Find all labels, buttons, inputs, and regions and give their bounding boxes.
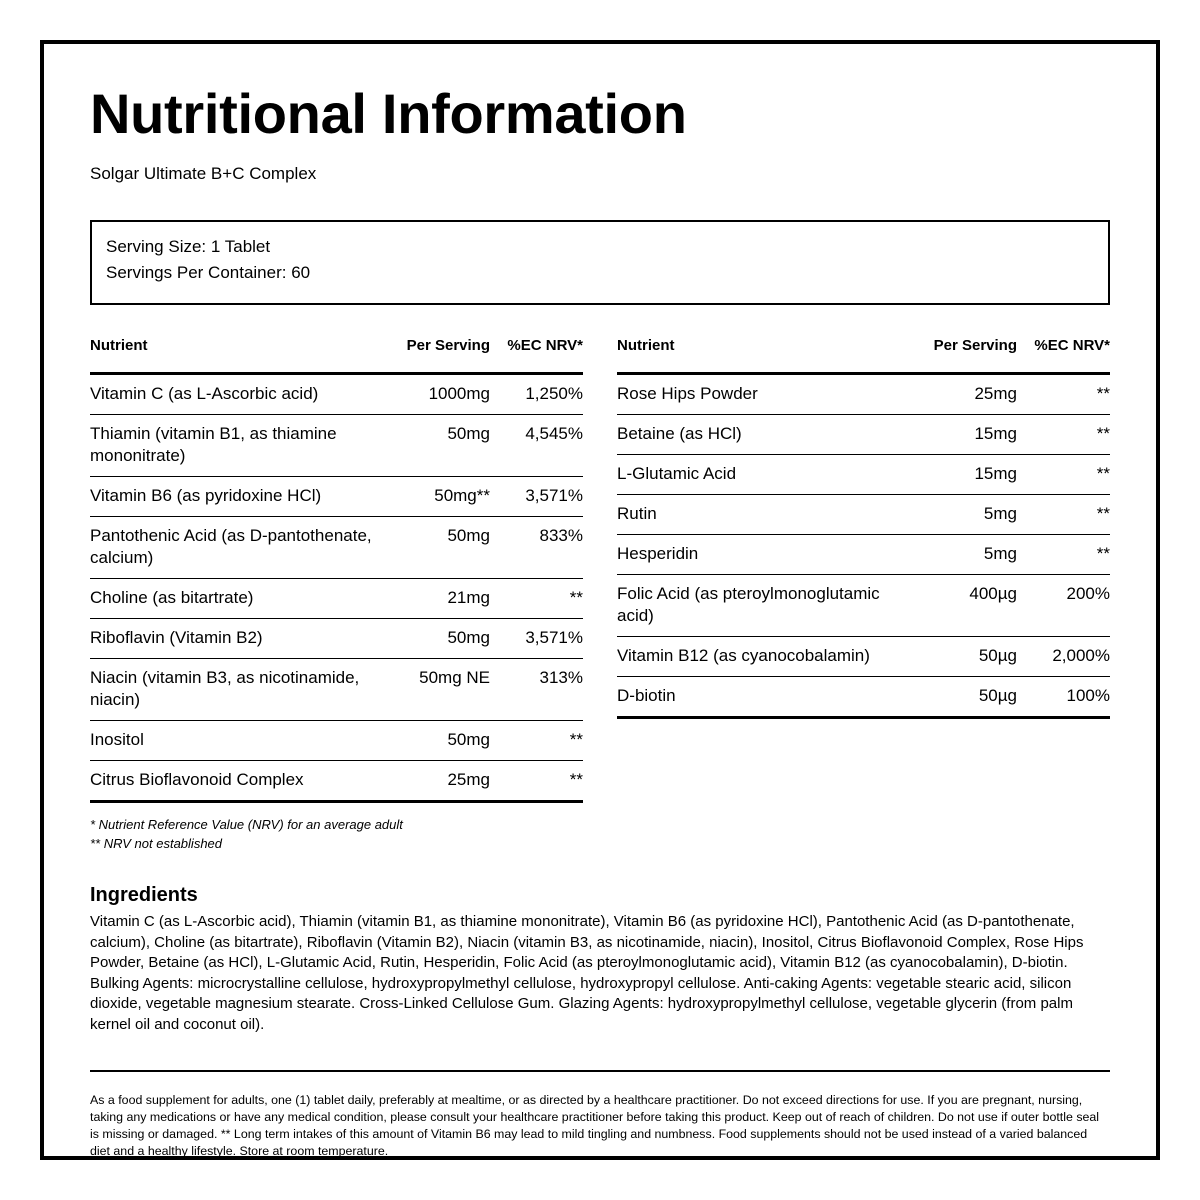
nutrient-table-left-body	[90, 374, 583, 802]
per-serving-value: 400µg	[917, 575, 1017, 637]
per-serving-value: 15mg	[917, 415, 1017, 455]
nrv-value: 833%	[490, 517, 583, 579]
nrv-value: **	[490, 761, 583, 802]
nrv-value: **	[1017, 495, 1110, 535]
nutrient-name: Folic Acid (as pteroylmonoglutamic acid)	[617, 575, 917, 637]
table-row	[90, 659, 583, 721]
nrv-value: **	[490, 721, 583, 761]
per-serving-value: 25mg	[917, 374, 1017, 415]
nrv-value: **	[1017, 374, 1110, 415]
divider	[90, 1070, 1110, 1072]
serving-size: Serving Size: 1 Tablet	[106, 237, 271, 256]
page-title: Nutritional Information	[90, 82, 687, 145]
nrv-value: 100%	[1017, 677, 1110, 718]
per-serving-value: 50µg	[917, 637, 1017, 677]
table-row	[90, 415, 583, 477]
header-nrv: %EC NRV*	[490, 337, 583, 374]
nutrient-name: Niacin (vitamin B3, as nicotinamide, niacin)	[90, 659, 390, 721]
nutrition-label-frame	[40, 40, 1160, 1160]
nutrient-name: Thiamin (vitamin B1, as thiamine mononitrate)	[90, 415, 390, 477]
nutrient-tables	[90, 337, 1110, 853]
nrv-value: **	[1017, 415, 1110, 455]
ingredients-heading: Ingredients	[90, 884, 198, 906]
per-serving-value: 15mg	[917, 455, 1017, 495]
ingredients-text: Vitamin C (as L-Ascorbic acid), Thiamin (vitamin B1, as thiamine mononitrate), Vitamin B6 (as pyridoxine HCl), Pantothenic Acid (as D-pantothenate, calcium), Choline (as bitartrate), Riboflavin (Vitamin B2), Niacin (vitamin B3, as nicotinamide, niacin), Inositol, Citrus Bioflavonoid Complex, Rose Hips Powder, Betaine (as HCl), L-Glutamic Acid, Rutin, Hesperidin, Folic Acid (as pteroylmonoglutamic acid), Vitamin B12 (as cyanocobalamin), D-biotin. Bulking Agents: microcrystalline cellulose, hydroxypropylmethyl cellulose, hydroxypropyl cellulose. Anti-caking Agents: vegetable stearic acid, silicon dioxide, vegetable magnesium stearate. Cross-Linked Cellulose Gum. Glazing Agents: hydroxypropylmethyl cellulose, vegetable glycerin (from palm kernel oil and coconut oil).	[90, 913, 1084, 1033]
nrv-value: 313%	[490, 659, 583, 721]
nrv-value: 2,000%	[1017, 637, 1110, 677]
per-serving-value: 50mg	[390, 721, 490, 761]
table-row	[617, 677, 1110, 718]
nutrient-name: Betaine (as HCl)	[617, 415, 917, 455]
per-serving-value: 1000mg	[390, 374, 490, 415]
table-row	[90, 477, 583, 517]
per-serving-value: 50µg	[917, 677, 1017, 718]
nutrient-name: Rutin	[617, 495, 917, 535]
nutrient-name: Choline (as bitartrate)	[90, 579, 390, 619]
nutrient-table-right-body	[617, 374, 1110, 718]
table-row	[617, 637, 1110, 677]
table-row	[90, 761, 583, 802]
footnote-nrv: * Nutrient Reference Value (NRV) for an average adult	[90, 817, 403, 832]
table-row	[617, 535, 1110, 575]
table-row	[90, 374, 583, 415]
nrv-value: **	[1017, 535, 1110, 575]
nrv-value: **	[1017, 455, 1110, 495]
table-row	[90, 517, 583, 579]
nutrient-name: Vitamin B6 (as pyridoxine HCl)	[90, 477, 390, 517]
per-serving-value: 50mg	[390, 415, 490, 477]
header-nrv: %EC NRV*	[1017, 337, 1110, 374]
per-serving-value: 50mg	[390, 517, 490, 579]
nutrient-table-left-column	[90, 337, 583, 853]
header-nutrient: Nutrient	[617, 337, 917, 374]
table-row	[90, 619, 583, 659]
table-row	[617, 415, 1110, 455]
nutrient-name: Inositol	[90, 721, 390, 761]
disclaimer-text: As a food supplement for adults, one (1) tablet daily, preferably at mealtime, or as directed by a healthcare practitioner. Do not exceed directions for use. If you are pregnant, nursing, taking any medications or have any medical condition, please consult your healthcare practitioner before taking this product. Keep out of reach of children. Do not use if outer bottle seal is missing or damaged. ** Long term intakes of this amount of Vitamin B6 may lead to mild tingling and numbness. Food supplements should not be used instead of a varied balanced diet and a healthy lifestyle. Store at room temperature.	[90, 1092, 1100, 1159]
nutrient-name: Rose Hips Powder	[617, 374, 917, 415]
per-serving-value: 50mg NE	[390, 659, 490, 721]
nrv-value: 1,250%	[490, 374, 583, 415]
nutrient-name: L-Glutamic Acid	[617, 455, 917, 495]
per-serving-value: 50mg	[390, 619, 490, 659]
table-row	[90, 721, 583, 761]
nutrient-name: Vitamin B12 (as cyanocobalamin)	[617, 637, 917, 677]
nrv-value: 200%	[1017, 575, 1110, 637]
per-serving-value: 50mg**	[390, 477, 490, 517]
label-content	[90, 82, 1110, 1160]
per-serving-value: 25mg	[390, 761, 490, 802]
nrv-value: 3,571%	[490, 619, 583, 659]
product-name: Solgar Ultimate B+C Complex	[90, 164, 317, 183]
per-serving-value: 21mg	[390, 579, 490, 619]
table-row	[617, 575, 1110, 637]
table-row	[617, 495, 1110, 535]
nrv-value: 3,571%	[490, 477, 583, 517]
table-row	[617, 455, 1110, 495]
nrv-value: **	[490, 579, 583, 619]
header-nutrient: Nutrient	[90, 337, 390, 374]
nrv-value: 4,545%	[490, 415, 583, 477]
nutrient-name: Hesperidin	[617, 535, 917, 575]
per-serving-value: 5mg	[917, 535, 1017, 575]
footnote-not-established: ** NRV not established	[90, 836, 223, 851]
nutrient-table-right	[617, 337, 1110, 719]
nutrient-name: Vitamin C (as L-Ascorbic acid)	[90, 374, 390, 415]
nutrient-name: Citrus Bioflavonoid Complex	[90, 761, 390, 802]
servings-per-container: Servings Per Container: 60	[106, 263, 311, 282]
nutrient-name: Riboflavin (Vitamin B2)	[90, 619, 390, 659]
serving-info-box	[90, 220, 1110, 305]
nutrient-name: D-biotin	[617, 677, 917, 718]
table-row	[617, 374, 1110, 415]
table-row	[90, 579, 583, 619]
footnotes	[90, 815, 583, 853]
nutrient-table-right-column	[617, 337, 1110, 853]
per-serving-value: 5mg	[917, 495, 1017, 535]
table-header-row	[617, 337, 1110, 374]
nutrient-name: Pantothenic Acid (as D-pantothenate, calcium)	[90, 517, 390, 579]
table-header-row	[90, 337, 583, 374]
header-per-serving: Per Serving	[917, 337, 1017, 374]
nutrient-table-left	[90, 337, 583, 803]
header-per-serving: Per Serving	[390, 337, 490, 374]
